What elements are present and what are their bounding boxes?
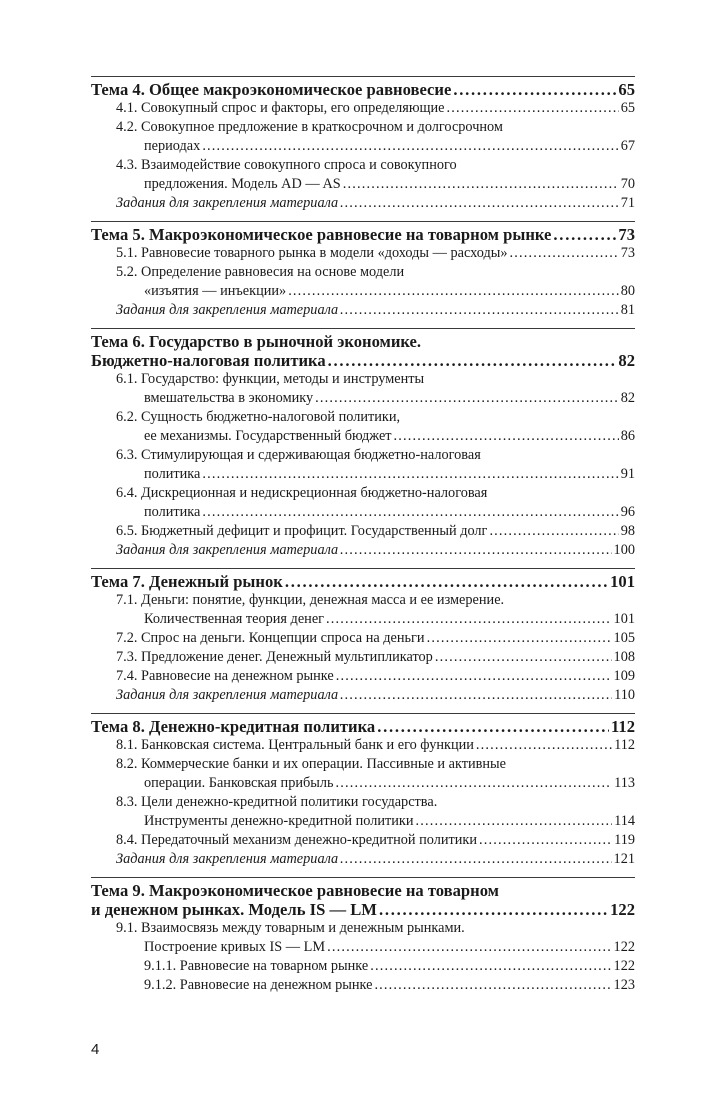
exercises-entry[interactable] [91,541,635,560]
entry-line [116,503,635,522]
entry-line [116,793,635,812]
entry-page-number: 121 [613,851,635,867]
entry-title: периодах [144,138,201,154]
entry-title: Задания для закрепления материала [116,302,339,318]
leader-dots [435,648,612,667]
chapter-title-line[interactable] [91,332,635,351]
entry-line [116,629,635,648]
entry-title: Задания для закрепления материала [116,195,339,211]
entry-page-number: 110 [614,687,635,703]
entry-title: 4.2. Совокупное предложение в краткосрочном и долгосрочном [116,119,503,135]
chapter-page-number: 112 [611,717,635,736]
toc-subsection[interactable] [91,976,635,995]
entry-page-number: 113 [614,775,635,791]
toc-section[interactable] [91,244,635,263]
toc-section[interactable] [91,522,635,541]
leader-dots [202,465,618,484]
entry-page-number: 100 [613,542,635,558]
chapter-title-line[interactable] [91,572,635,591]
leader-dots [288,282,619,301]
toc-section[interactable] [91,629,635,648]
entry-line [116,194,635,213]
entry-line [116,370,635,389]
entry-line [116,156,635,175]
entry-line [116,831,635,850]
chapter-title-line[interactable] [91,717,635,736]
entry-page-number: 82 [620,390,635,406]
chapter-page-number: 73 [618,225,635,244]
entry-title: 9.1. Взаимосвязь между товарным и денежным рынками. [116,920,465,936]
table-of-contents [91,76,635,1003]
leader-dots [340,850,611,869]
chapter-page-number: 122 [610,900,635,919]
entry-title: 6.3. Стимулирующая и сдерживающая бюджетно-налоговая [116,447,481,463]
chapter-title: Тема 4. Общее макроэкономическое равновесие [91,80,452,99]
entry-title: 7.1. Деньги: понятие, функции, денежная масса и ее измерение. [116,592,505,608]
leader-dots [340,301,619,320]
entry-line [116,244,635,263]
toc-chapter [91,328,635,560]
leader-dots [340,541,611,560]
chapter-title: Тема 6. Государство в рыночной экономике. [91,332,422,351]
chapter-page-number: 101 [610,572,635,591]
toc-chapter [91,221,635,320]
leader-dots [510,244,619,263]
leader-dots [336,667,612,686]
leader-dots [343,175,619,194]
toc-section[interactable] [91,99,635,118]
entry-title: 6.5. Бюджетный дефицит и профицит. Государственный долг [116,523,488,539]
chapter-title-line[interactable] [91,881,635,900]
entry-title: политика [144,504,201,520]
entry-title: «изъятия — инъекции» [144,283,287,299]
chapter-page-number: 65 [618,80,635,99]
entry-title: 7.4. Равновесие на денежном рынке [116,668,334,684]
chapter-title-line[interactable] [91,351,635,370]
entry-title: 7.2. Спрос на деньги. Концепции спроса на деньги [116,630,425,646]
entry-page-number: 73 [620,245,635,261]
entry-page-number: 86 [620,428,635,444]
entry-line [116,736,635,755]
entry-page-number: 70 [620,176,635,192]
leader-dots [326,610,612,629]
entry-title: 5.2. Определение равновесия на основе модели [116,264,405,280]
chapter-title: Тема 9. Макроэкономическое равновесие на товарном [91,881,499,900]
entry-title: 5.1. Равновесие товарного рынка в модели «доходы — расходы» [116,245,508,261]
entry-line [116,389,635,408]
leader-dots [374,976,611,995]
entry-line [116,465,635,484]
entry-line [116,850,635,869]
toc-section[interactable] [91,793,635,831]
toc-section[interactable] [91,370,635,408]
entry-page-number: 67 [620,138,635,154]
chapter-page-number: 82 [618,351,635,370]
chapter-title: Тема 5. Макроэкономическое равновесие на товарном рынке [91,225,552,244]
leader-dots [285,572,608,591]
entry-line [116,541,635,560]
entry-page-number: 71 [620,195,635,211]
entry-page-number: 112 [614,737,635,753]
leader-dots [328,351,617,370]
entry-page-number: 123 [613,977,635,993]
exercises-entry[interactable] [91,686,635,705]
leader-dots [336,774,613,793]
entry-line [116,755,635,774]
entry-title: 9.1.1. Равновесие на товарном рынке [144,958,369,974]
chapter-title: Бюджетно-налоговая политика [91,351,326,370]
page-number: 4 [91,1041,100,1058]
entry-line [116,175,635,194]
entry-title: 6.2. Сущность бюджетно-налоговой политики, [116,409,401,425]
exercises-entry[interactable] [91,194,635,213]
entry-page-number: 109 [613,668,635,684]
leader-dots [327,938,611,957]
entry-title: 8.4. Передаточный механизм денежно-кредитной политики [116,832,478,848]
entry-title: 7.3. Предложение денег. Денежный мультипликатор [116,649,433,665]
leader-dots [202,137,618,156]
entry-page-number: 98 [620,523,635,539]
leader-dots [340,194,619,213]
entry-line [116,427,635,446]
entry-title: 4.1. Совокупный спрос и факторы, его определяющие [116,100,445,116]
leader-dots [489,522,618,541]
entry-line [116,446,635,465]
toc-section[interactable] [91,667,635,686]
leader-dots [553,225,616,244]
entry-line [116,610,635,629]
entry-title: Построение кривых IS — LM [144,939,326,955]
entry-line [116,484,635,503]
entry-title: 6.4. Дискреционная и недискреционная бюджетно-налоговая [116,485,488,501]
entry-line [116,686,635,705]
toc-section[interactable] [91,591,635,629]
toc-chapter [91,877,635,995]
chapter-title: Тема 7. Денежный рынок [91,572,283,591]
leader-dots [476,736,612,755]
toc-subsection[interactable] [91,957,635,976]
entry-page-number: 119 [614,832,635,848]
entry-line [116,774,635,793]
entry-line [116,667,635,686]
leader-dots [379,900,608,919]
entry-line [116,263,635,282]
entry-line [116,812,635,831]
entry-line [116,99,635,118]
entry-page-number: 65 [620,100,635,116]
leader-dots [453,80,616,99]
toc-section[interactable] [91,408,635,446]
leader-dots [416,812,613,831]
chapter-title: и денежном рынках. Модель IS — LM [91,900,377,919]
entry-title: ее механизмы. Государственный бюджет [144,428,392,444]
leader-dots [394,427,619,446]
chapter-title-line[interactable] [91,900,635,919]
entry-line [116,408,635,427]
entry-title: Количественная теория денег [144,611,325,627]
leader-dots [370,957,611,976]
toc-section[interactable] [91,446,635,484]
toc-chapter [91,76,635,213]
entry-title: 8.1. Банковская система. Центральный банк и его функции [116,737,474,753]
entry-title: предложения. Модель AD — AS [144,176,341,192]
entry-page-number: 81 [620,302,635,318]
leader-dots [427,629,612,648]
entry-line [144,976,635,995]
entry-line [116,919,635,938]
entry-title: вмешательства в экономику [144,390,314,406]
chapter-title-line[interactable] [91,225,635,244]
leader-dots [377,717,609,736]
entry-title: Задания для закрепления материала [116,851,339,867]
toc-section[interactable] [91,755,635,793]
entry-page-number: 91 [620,466,635,482]
toc-section[interactable] [91,648,635,667]
entry-line [144,957,635,976]
entry-line [116,301,635,320]
toc-section[interactable] [91,919,635,957]
entry-page-number: 105 [613,630,635,646]
toc-section[interactable] [91,736,635,755]
entry-page-number: 122 [613,958,635,974]
chapter-title: Тема 8. Денежно-кредитная политика [91,717,376,736]
entry-title: 4.3. Взаимодействие совокупного спроса и совокупного [116,157,457,173]
toc-section[interactable] [91,263,635,301]
entry-page-number: 114 [614,813,635,829]
toc-chapter [91,713,635,869]
toc-section[interactable] [91,118,635,156]
entry-title: Задания для закрепления материала [116,542,339,558]
entry-title: 9.1.2. Равновесие на денежном рынке [144,977,373,993]
toc-section[interactable] [91,831,635,850]
leader-dots [315,389,619,408]
entry-line [116,938,635,957]
entry-title: 8.3. Цели денежно-кредитной политики государства. [116,794,438,810]
entry-line [116,137,635,156]
leader-dots [479,831,612,850]
entry-page-number: 122 [613,939,635,955]
entry-title: операции. Банковская прибыль [144,775,334,791]
toc-section[interactable] [91,484,635,522]
toc-section[interactable] [91,156,635,194]
entry-line [116,118,635,137]
entry-page-number: 96 [620,504,635,520]
entry-title: 8.2. Коммерческие банки и их операции. Пассивные и активные [116,756,507,772]
exercises-entry[interactable] [91,301,635,320]
exercises-entry[interactable] [91,850,635,869]
leader-dots [202,503,618,522]
entry-title: Инструменты денежно-кредитной политики [144,813,414,829]
leader-dots [340,686,612,705]
entry-page-number: 80 [620,283,635,299]
entry-page-number: 101 [613,611,635,627]
toc-chapter [91,568,635,705]
entry-line [116,648,635,667]
leader-dots [447,99,619,118]
entry-title: 6.1. Государство: функции, методы и инструменты [116,371,425,387]
entry-line [116,522,635,541]
entry-page-number: 108 [613,649,635,665]
entry-line [116,282,635,301]
entry-line [116,591,635,610]
chapter-title-line[interactable] [91,80,635,99]
entry-title: политика [144,466,201,482]
entry-title: Задания для закрепления материала [116,687,339,703]
